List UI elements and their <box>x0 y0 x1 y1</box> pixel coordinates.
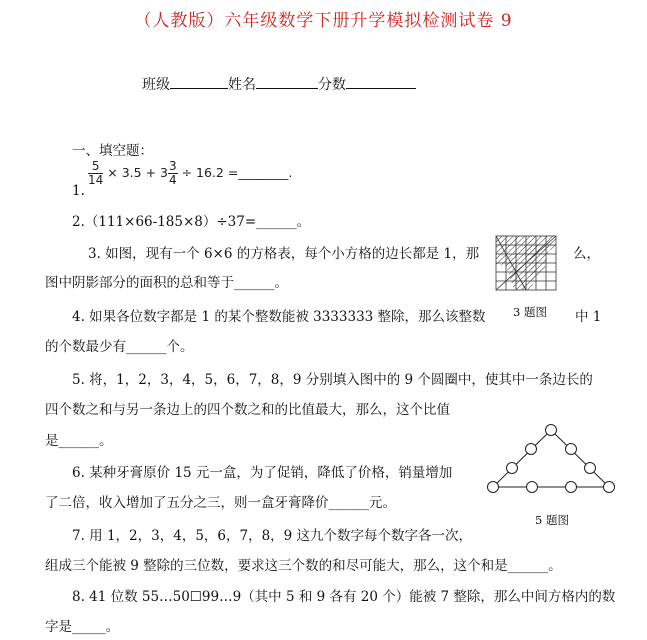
q1-expression <box>88 160 292 187</box>
q8-line-2: 字是_____。 <box>45 619 120 635</box>
q7-line-1: 7. 用 1，2，3，4，5，6，7，8，9 这九个数字每个数字各一次， <box>72 528 473 544</box>
q5-circle[interactable] <box>527 482 538 493</box>
class-label: 班级 <box>142 77 170 93</box>
name-blank[interactable] <box>256 74 318 89</box>
q5-circle[interactable] <box>526 444 537 455</box>
class-blank[interactable] <box>170 74 228 89</box>
q4-line-1: 4. 如果各位数字都是 1 的某个整数能被 3333333 整除，那么该整数 <box>72 309 486 325</box>
q1-fraction-2: $\frac{3}{4}$ <box>168 159 177 187</box>
q6-line-2: 了二倍，收入增加了五分之三，则一盒牙膏降价______元。 <box>45 495 396 511</box>
page-title: （人教版）六年级数学下册升学模拟检测试卷 9 <box>134 11 513 31</box>
q5-circle[interactable] <box>604 482 615 493</box>
q5-triangle-figure <box>487 424 617 494</box>
q3-grid-figure <box>496 236 556 290</box>
q5-circle[interactable] <box>566 482 577 493</box>
q5-circle[interactable] <box>546 425 557 436</box>
q3-line-1: 3. 如图，现有一个 6×6 的方格表，每个小方格的边长都是 1，那 <box>88 246 480 262</box>
q3-figure-label: 3 题图 <box>513 305 547 319</box>
q3-line-2: 图中阴影部分的面积的总和等于______。 <box>45 275 288 291</box>
score-label: 分数 <box>318 77 346 93</box>
q5-circle[interactable] <box>566 444 577 455</box>
q2-text: 2.（111×66-185×8）÷37=______。 <box>72 214 311 230</box>
q5-circle[interactable] <box>585 463 596 474</box>
q8-line-1: 8. 41 位数 55…50☐99…9（其中 5 和 9 各有 20 个）能被 7 整除，那么中间方格内的数 <box>72 589 616 605</box>
q4-line-2: 的个数最少有______个。 <box>45 339 194 355</box>
q5-line-3: 是______。 <box>45 433 113 449</box>
section-heading: 一、填空题： <box>72 143 153 159</box>
q5-line-2: 四个数之和与另一条边上的四个数之和的比值最大，那么，这个比值 <box>45 402 450 418</box>
q1-fraction-1: $\frac{5}{14}$ <box>88 159 104 187</box>
q5-line-1: 5. 将，1，2，3，4，5，6，7，8，9 分别填入图中的 9 个圆圈中，使其中一条边长的 <box>72 372 593 388</box>
q5-figure-label: 5 题图 <box>535 513 569 527</box>
q4-line-1-tail: 中 1 <box>575 309 602 325</box>
q3-line-1-tail: 么， <box>573 246 600 262</box>
q1-number: 1. <box>72 183 85 199</box>
q7-line-2: 组成三个能被 9 整除的三位数，要求这三个数的和尽可能大，那么，这个和是______。 <box>45 558 562 574</box>
score-blank[interactable] <box>346 74 416 89</box>
q1-part-2: ÷ 16.2 =________. <box>181 165 293 180</box>
q5-circle[interactable] <box>507 463 518 474</box>
student-info-row <box>142 74 416 94</box>
name-label: 姓名 <box>228 77 256 93</box>
q1-part-1: × 3.5 + 3 <box>107 165 168 180</box>
q6-line-1: 6. 某种牙膏原价 15 元一盒，为了促销，降低了价格，销量增加 <box>72 465 453 481</box>
q5-circle[interactable] <box>488 482 499 493</box>
